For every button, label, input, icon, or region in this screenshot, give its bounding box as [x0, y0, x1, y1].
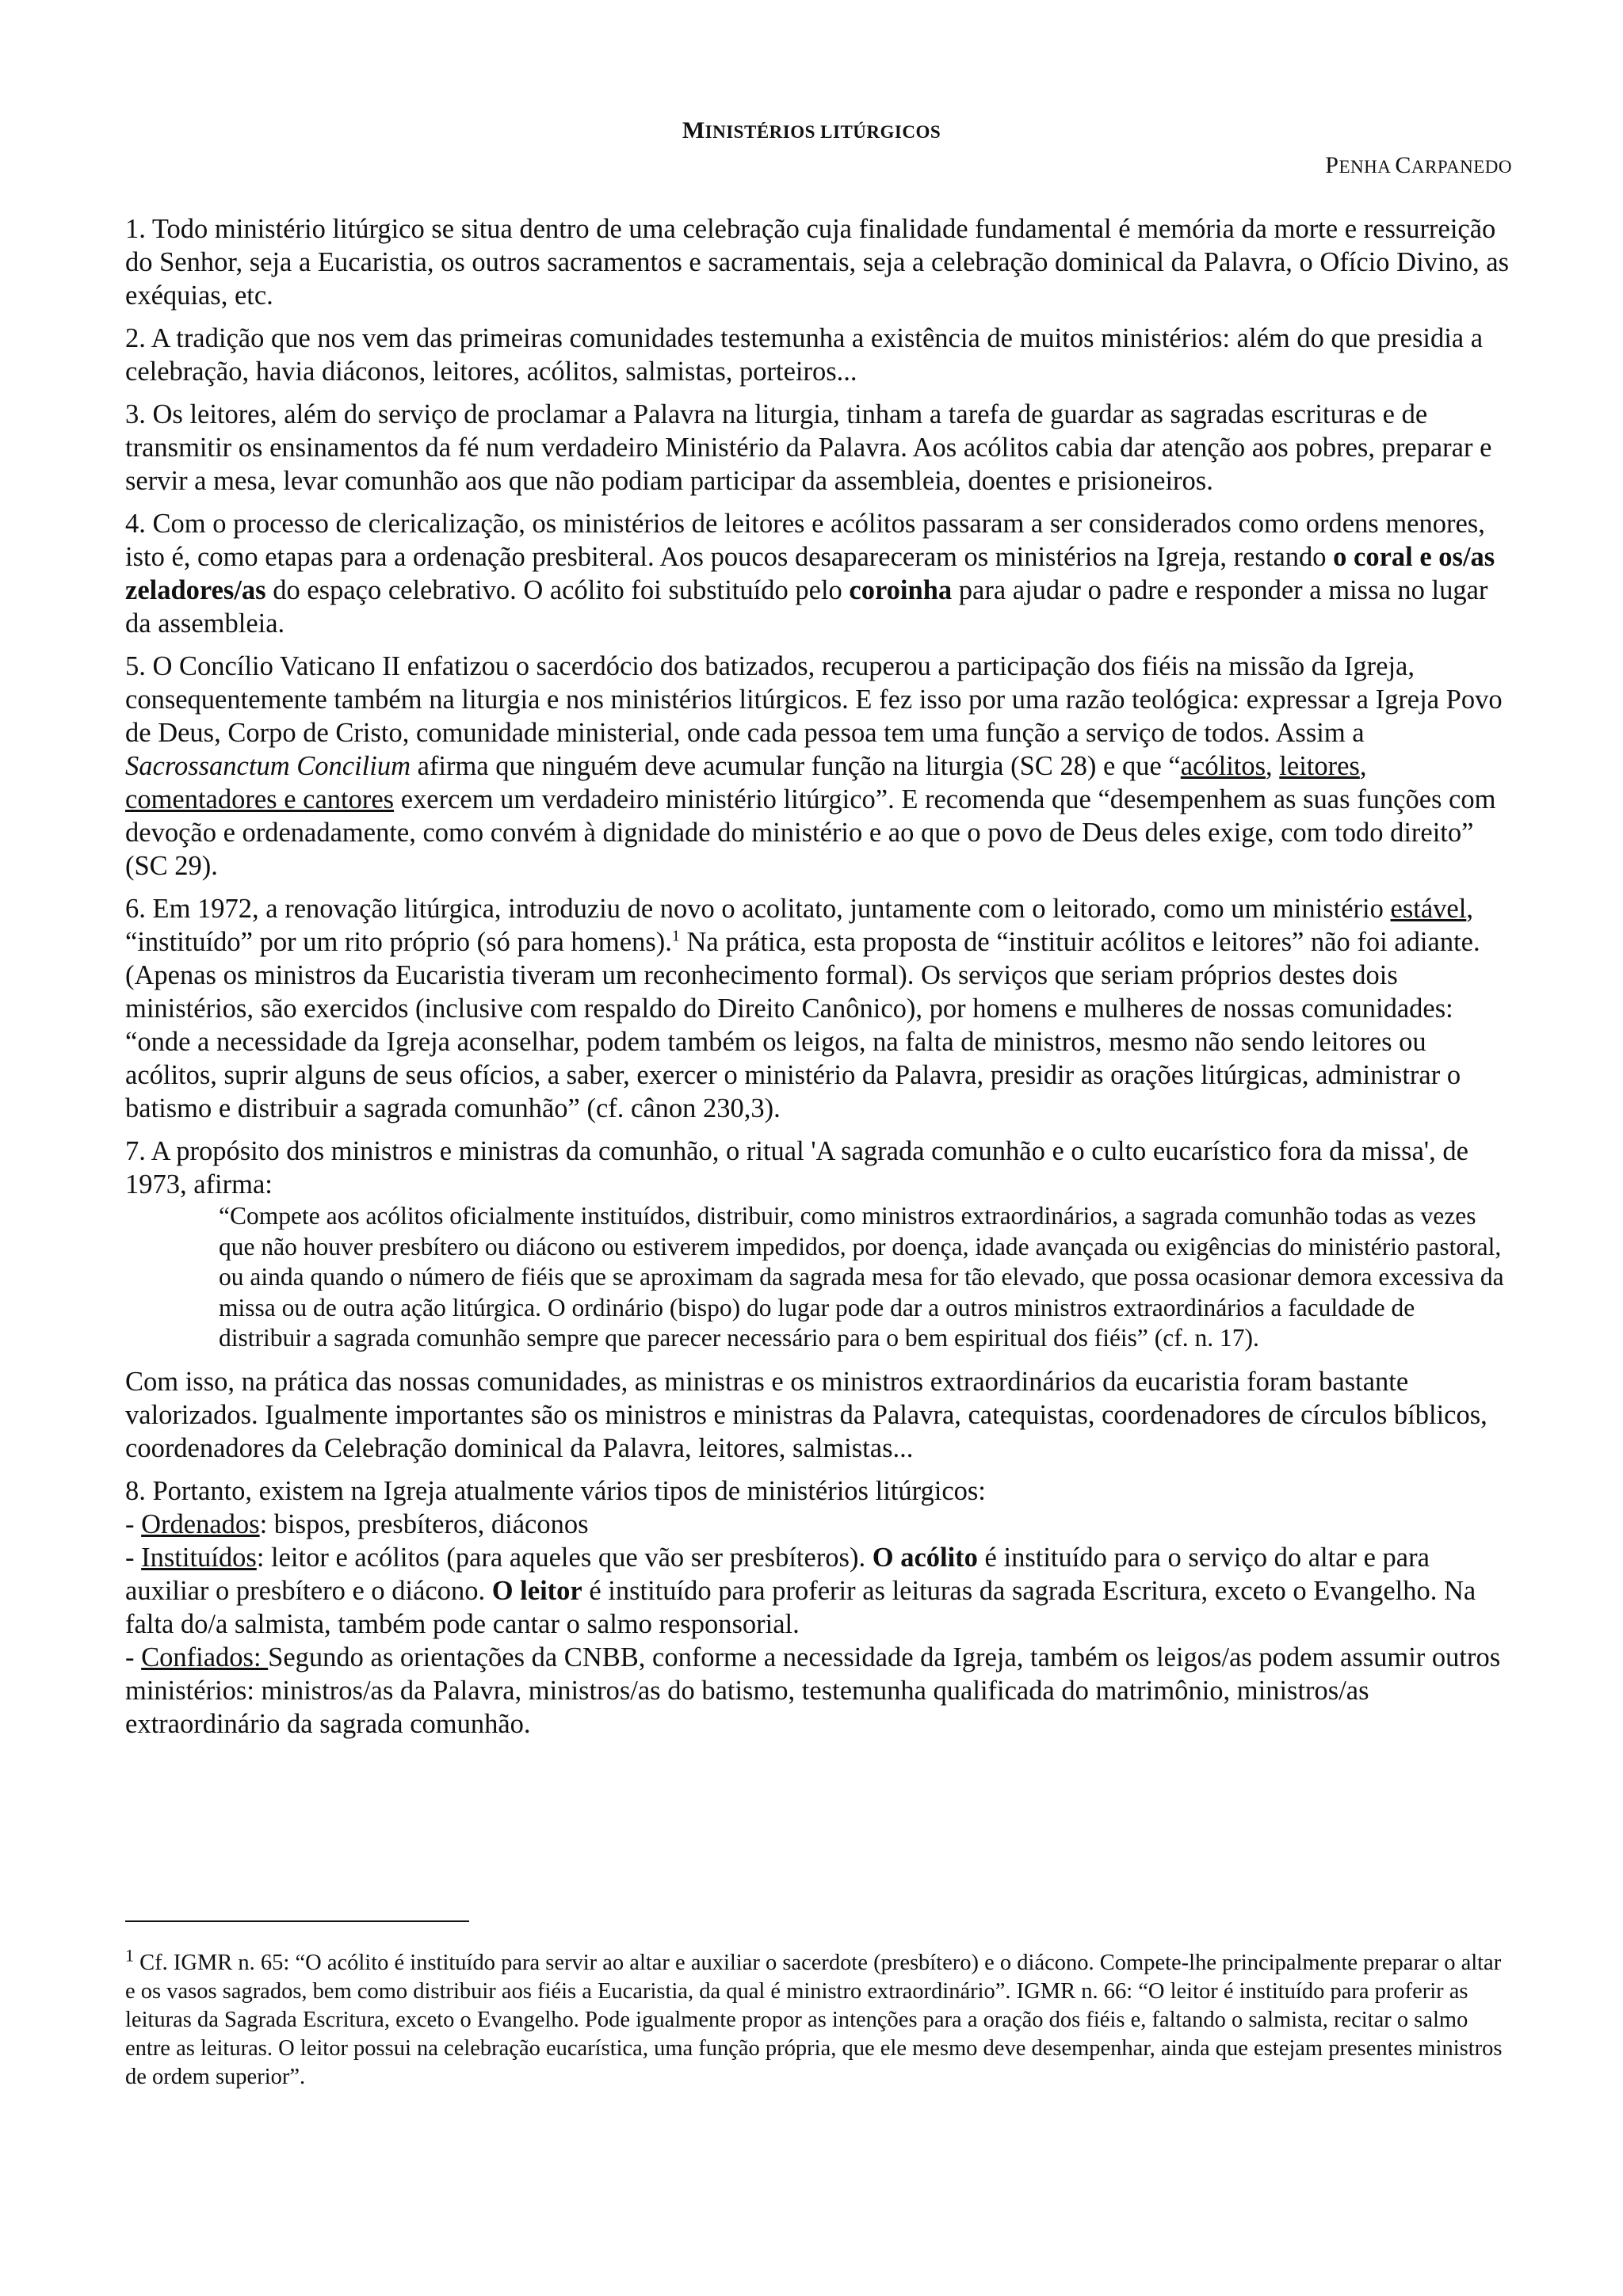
- paragraph-4: 4. Com o processo de clericalização, os ministérios de leitores e acólitos passaram a ser considerados como ordens menores, isto é, como etapas para a ordenação presbiteral. Aos poucos desapareceram os ministérios na Igreja, restando o coral e os/as zeladores/as do espaço celebrativo. O acólito foi substituído pelo coroinha para ajudar o padre e responder a missa no lugar da assembleia.: [125, 509, 1495, 639]
- underlined-text: acólitos: [1180, 751, 1266, 781]
- paragraph-6: 6. Em 1972, a renovação litúrgica, introduziu de novo o acolitato, juntamente com o leitorado, como um ministério estável, “instituído” por um rito próprio (só para homens).$^1$ Na prática, esta proposta de “instituir acólitos e leitores” não foi adiante. (Apenas os ministros da Eucaristia tiveram um reconhecimento formal). Os serviços que seriam próprios destes dois ministérios, são exercidos (inclusive com respaldo do Direito Canônico), por homens e mulheres de nossas comunidades: “onde a necessidade da Igreja aconselhar, podem também os leigos, na falta de ministros, mesmo não sendo leitores ou acólitos, suprir alguns de seus ofícios, a saber, exercer o ministério da Palavra, presidir as orações litúrgicas, administrar o batismo e distribuir a sagrada comunhão” (cf. cânon 230,3).: [125, 894, 1480, 1123]
- footnote-text: Cf. IGMR n. 65: “O acólito é instituído para servir ao altar e auxiliar o sacerdote (presbítero) e o diácono. Compete-lhe principalmente preparar o altar e os vasos sagrados, bem como distribuir aos fiéis a Eucaristia, da qual é ministro extraordinário”. IGMR n. 66: “O leitor é instituído para proferir as leituras da Sagrada Escritura, exceto o Evangelho. Pode igualmente propor as intenções para a oração dos fiéis e, faltando o salmista, recitar o salmo entre as leituras. O leitor possui na celebração eucarística, uma função própria, que ele mesmo deve desempenhar, ainda que estejam presentes ministros de ordem superior”.: [125, 1951, 1503, 2089]
- underlined-text: comentadores e cantores: [125, 784, 395, 814]
- paragraph-7: 7. A propósito dos ministros e ministras da comunhão, o ritual 'A sagrada comunhão e o culto eucarístico fora da missa', de 1973, afirma:: [125, 1136, 1468, 1199]
- footnote-number: 1: [125, 1945, 134, 1966]
- paragraph-8: [125, 1474, 1512, 1741]
- author-initial-1: P: [1325, 152, 1339, 178]
- paragraph-8-intro: 8. Portanto, existem na Igreja atualmente vários tipos de ministérios litúrgicos:: [125, 1475, 986, 1506]
- footnote-reference: 1: [671, 927, 680, 945]
- bold-text: O leitor: [491, 1575, 582, 1606]
- document-title: [0, 117, 1623, 144]
- paragraph-3: 3. Os leitores, além do serviço de proclamar a Palavra na liturgia, tinham a tarefa de guardar as sagradas escrituras e de transmitir os ensinamentos da fé num verdadeiro Ministério da Palavra. Aos acólitos cabia dar atenção aos pobres, preparar e servir a mesa, levar comunhão aos que não podiam participar da assembleia, doentes e prisioneiros.: [125, 399, 1492, 496]
- underlined-text: estável: [1390, 894, 1467, 924]
- title-initial: M: [682, 117, 705, 143]
- author-rest-2: ARPANEDO: [1411, 157, 1512, 177]
- author-rest-1: ENHA: [1338, 157, 1396, 177]
- block-quote: “Compete aos acólitos oficialmente instituídos, distribuir, como ministros extraordinários, a sagrada comunhão todas as vezes que não houver presbítero ou diácono ou estiverem impedidos, por doença, idade avançada ou exigências do ministério pastoral, ou ainda quando o número de fiéis que se aproximam da sagrada mesa for tão elevado, que possa ocasionar demora excessiva da missa ou de outra ação litúrgica. O ordinário (bispo) do lugar pode dar a outros ministros extraordinários a faculdade de distribuir a sagrada comunhão sempre que parecer necessário para o bem espiritual dos fiéis” (cf. n. 17).: [219, 1202, 1504, 1352]
- author-name: [1325, 152, 1512, 179]
- bold-text: O acólito: [872, 1542, 978, 1573]
- paragraph-7-continuation: Com isso, na prática das nossas comunidades, as ministras e os ministros extraordinários da eucaristia foram bastante valorizados. Igualmente importantes são os ministros e ministras da Palavra, catequistas, coordenadores de círculos bíblicos, coordenadores da Celebração dominical da Palavra, leitores, salmistas...: [125, 1366, 1487, 1463]
- italic-text: Sacrossanctum Concilium: [125, 751, 411, 781]
- bold-text: coroinha: [849, 575, 953, 605]
- bold-text: o coral e os/as zeladores/as: [125, 542, 1495, 605]
- paragraph-1: 1. Todo ministério litúrgico se situa dentro de uma celebração cuja finalidade fundamental é memória da morte e ressurreição do Senhor, seja a Eucaristia, os outros sacramentos e sacramentais, seja a celebração dominical da Palavra, o Ofício Divino, as exéquias, etc.: [125, 214, 1509, 311]
- underlined-text: Instituídos: [141, 1542, 257, 1573]
- underlined-text: Confiados:: [141, 1642, 269, 1672]
- paragraph-5: 5. O Concílio Vaticano II enfatizou o sacerdócio dos batizados, recuperou a participação dos fiéis na missão da Igreja, consequentemente também na liturgia e nos ministérios litúrgicos. E fez isso por uma razão teológica: expressar a Igreja Povo de Deus, Corpo de Cristo, comunidade ministerial, onde cada pessoa tem uma função a serviço de todos. Assim a Sacrossanctum Concilium afirma que ninguém deve acumular função na liturgia (SC 28) e que “acólitos, leitores, comentadores e cantores exercem um verdadeiro ministério litúrgico”. E recomenda que “desempenhem as suas funções com devoção e ordenadamente, como convém à dignidade do ministério e ao que o povo de Deus deles exige, com todo direito” (SC 29).: [125, 651, 1503, 881]
- list-item-ordenados: - Ordenados: bispos, presbíteros, diáconos: [125, 1508, 589, 1539]
- author-initial-2: C: [1395, 152, 1411, 178]
- footnote: [125, 1945, 1512, 2092]
- title-rest: INISTÉRIOS LITÚRGICOS: [705, 122, 941, 142]
- document-body: [125, 212, 1512, 1741]
- underlined-text: leitores: [1279, 751, 1360, 781]
- list-item-instituidos: - Instituídos: leitor e acólitos (para aqueles que vão ser presbíteros). O acólito é instituído para o serviço do altar e para auxiliar o presbítero e o diácono. O leitor é instituído para proferir as leituras da sagrada Escritura, exceto o Evangelho. Na falta do/a salmista, também pode cantar o salmo responsorial.: [125, 1542, 1476, 1639]
- paragraph-2: 2. A tradição que nos vem das primeiras comunidades testemunha a existência de muitos ministérios: além do que presidia a celebração, havia diáconos, leitores, acólitos, salmistas, porteiros...: [125, 323, 1484, 387]
- footnote-separator: [125, 1920, 469, 1922]
- underlined-text: Ordenados: [141, 1508, 260, 1539]
- list-item-confiados: - Confiados: Segundo as orientações da CNBB, conforme a necessidade da Igreja, também os leigos/as podem assumir outros ministérios: ministros/as da Palavra, ministros/as do batismo, testemunha qualificada do matrimônio, ministros/as extraordinário da sagrada comunhão.: [125, 1642, 1501, 1739]
